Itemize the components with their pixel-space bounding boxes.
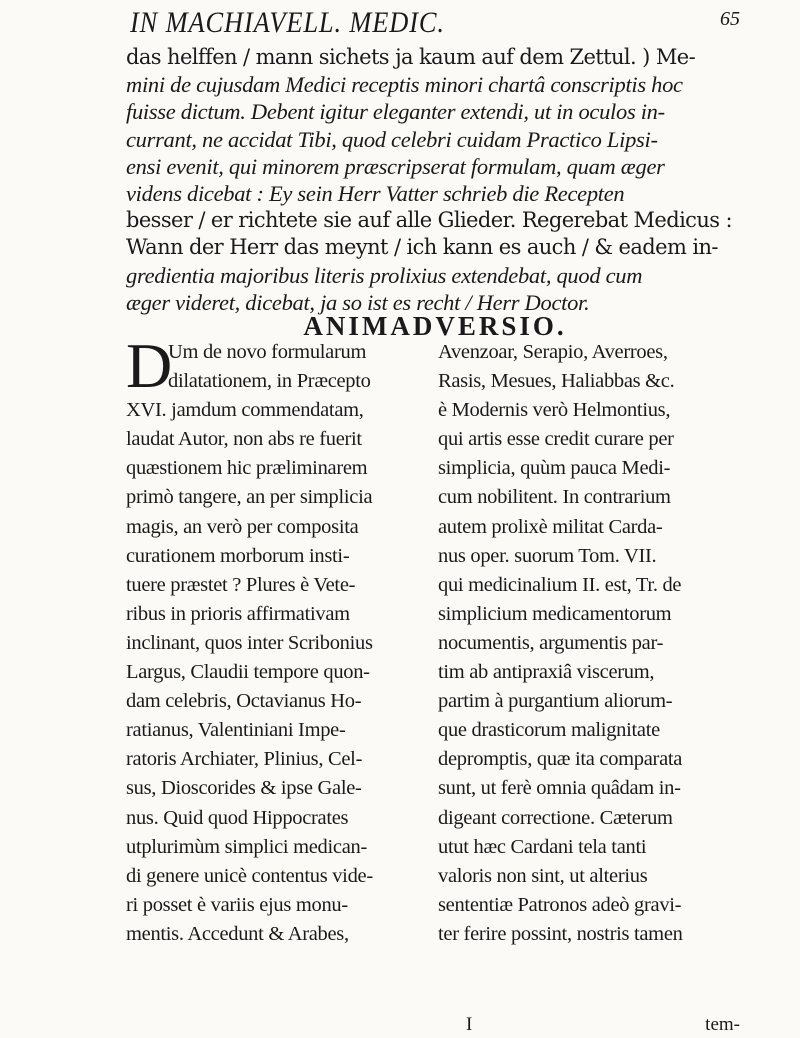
text-line: è Modernis verò Helmontius,	[438, 399, 671, 422]
text-line: autem prolixè militat Carda-	[438, 515, 663, 538]
text-line: besser / er richtete sie auf alle Glieder. Regerebat Medicus :	[126, 208, 732, 233]
text-line: valoris non sint, ut alterius	[438, 864, 648, 887]
left-column	[126, 330, 422, 949]
text-line: nocumentis, argumentis par-	[438, 631, 664, 654]
text-line: videns dicebat : Ey sein Herr Vatter schrieb die Recepten	[126, 181, 625, 207]
text-line: partim à purgantium aliorum-	[438, 690, 673, 713]
intro-paragraph	[126, 44, 746, 316]
text-line: tuere præstet ? Plures è Vete-	[126, 573, 356, 596]
drop-capital: D	[126, 330, 173, 401]
text-line: ter ferire possint, nostris tamen	[438, 922, 683, 945]
text-line: nus. Quid quod Hippocrates	[126, 806, 349, 829]
text-line: currant, ne accidat Tibi, quod celebri cuidam Practico Lipsi-	[126, 126, 658, 152]
catchword: tem-	[705, 1014, 740, 1035]
text-line: utut hæc Cardani tela tanti	[438, 835, 647, 858]
text-line: qui medicinalium II. est, Tr. de	[438, 573, 682, 596]
text-line: laudat Autor, non abs re fuerit	[126, 428, 362, 451]
text-line: di genere unicè contentus vide-	[126, 864, 373, 887]
section-heading: ANIMADVERSIO.	[303, 311, 567, 341]
text-line: sunt, ut ferè omnia quâdam in-	[438, 777, 681, 800]
text-line: Largus, Claudii tempore quon-	[126, 661, 370, 684]
text-line: qui artis esse credit curare per	[438, 428, 674, 451]
running-header	[130, 6, 740, 42]
text-line: simplicia, quùm pauca Medi-	[438, 457, 671, 480]
text-line: cum nobilitent. In contrarium	[438, 486, 671, 509]
text-line: sus, Dioscorides & ipse Gale-	[126, 777, 362, 800]
text-line: mini de cujusdam Medici receptis minori chartâ conscriptis hoc	[126, 72, 683, 98]
text-line: fuisse dictum. Debent igitur eleganter extendi, ut in oculos in-	[126, 99, 665, 125]
text-line: curationem morborum insti-	[126, 544, 350, 567]
text-line: primò tangere, an per simplicia	[126, 486, 373, 509]
text-line: digeant correctione. Cæterum	[438, 806, 673, 829]
text-line: ensi evenit, qui minorem præscripserat formulam, quam æger	[126, 153, 665, 179]
text-line: Um de novo formularum	[168, 341, 367, 363]
text-line: ri posset è variis ejus monu-	[126, 893, 348, 916]
text-line: dam celebris, Octavianus Ho-	[126, 690, 362, 713]
text-line: que drasticorum malignitate	[438, 719, 660, 742]
signature-mark: I	[466, 1014, 473, 1035]
text-line: dilatationem, in Præcepto	[168, 370, 371, 393]
text-line: tim ab antipraxiâ viscerum,	[438, 661, 655, 684]
right-column	[438, 338, 738, 949]
text-line: XVI. jamdum commendatam,	[126, 399, 364, 422]
text-line: sententiæ Patronos adeò gravi-	[438, 893, 682, 916]
page-number: 65	[720, 8, 740, 30]
text-line: Avenzoar, Serapio, Averroes,	[438, 341, 668, 363]
text-line: ratoris Archiater, Plinius, Cel-	[126, 748, 363, 771]
text-line: Wann der Herr das meynt / ich kann es auch / & eadem in-	[126, 235, 718, 260]
text-line: simplicium medicamentorum	[438, 602, 672, 625]
text-line: gredientia majoribus literis prolixius extendebat, quod cum	[126, 262, 643, 288]
text-line: das helffen / mann sichets ja kaum auf dem Zettul. ) Me-	[126, 45, 696, 69]
text-line: ribus in prioris affirmativam	[126, 602, 350, 625]
text-line: æger videret, dicebat, ja so ist es recht / Herr Doctor.	[126, 289, 590, 315]
text-line: inclinant, quos inter Scribonius	[126, 631, 373, 654]
page-footer	[130, 1014, 740, 1036]
text-line: Rasis, Mesues, Haliabbas &c.	[438, 370, 675, 393]
text-line: utplurimùm simplici medican-	[126, 835, 367, 858]
text-line: depromptis, quæ ita comparata	[438, 748, 683, 771]
text-line: ratianus, Valentiniani Impe-	[126, 719, 346, 742]
text-line: magis, an verò per composita	[126, 515, 359, 538]
text-line: mentis. Accedunt & Arabes,	[126, 922, 349, 945]
text-line: quæstionem hic præliminarem	[126, 457, 368, 480]
text-line: nus oper. suorum Tom. VII.	[438, 544, 657, 567]
running-title: IN MACHIAVELL. MEDIC.	[130, 6, 445, 39]
